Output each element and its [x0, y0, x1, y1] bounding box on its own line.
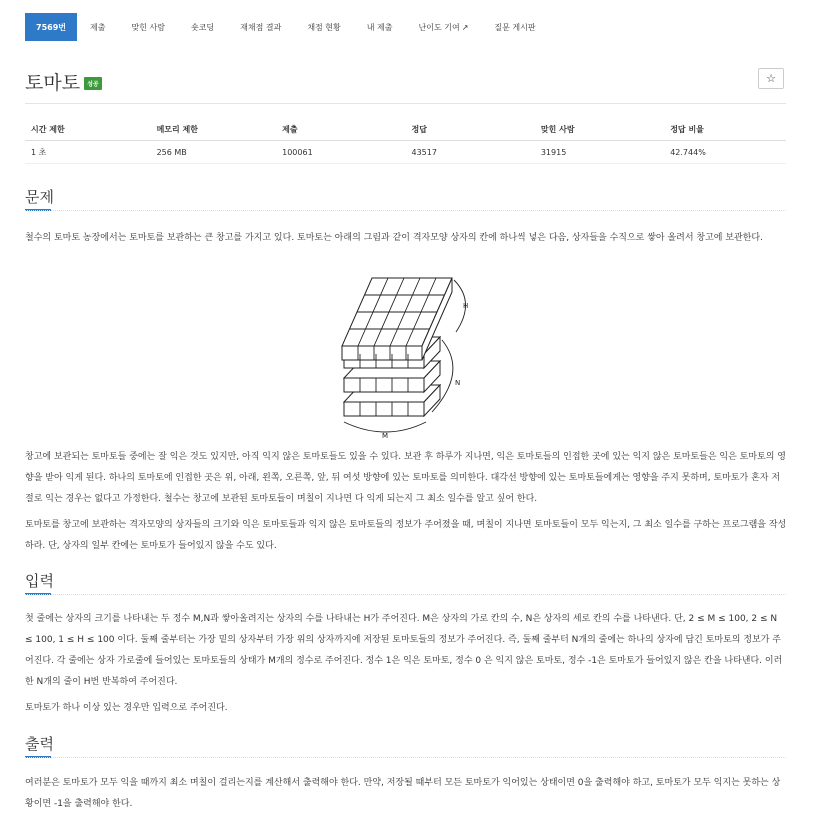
status-badge: 성공: [84, 77, 102, 90]
external-link-icon: ↗: [461, 22, 469, 32]
tab-label: 난이도 기여: [418, 22, 460, 32]
label-m: M: [382, 432, 389, 440]
problem-description-intro: [25, 228, 787, 249]
page-title: 토마토: [25, 72, 81, 94]
table-header: 정답 비율: [664, 118, 786, 141]
table-cell: 100061: [276, 141, 405, 164]
label-n: N: [455, 379, 461, 387]
tab-label: 7569번: [36, 22, 66, 32]
tab-judge-status[interactable]: [294, 13, 353, 41]
stacked-boxes-figure: [336, 272, 476, 442]
section-rule: [25, 594, 786, 595]
table-cell: 43517: [405, 141, 534, 164]
tab-label: 숏코딩: [190, 22, 215, 32]
table-cell: 1 초: [25, 141, 151, 164]
table-header: 메모리 제한: [151, 118, 277, 141]
paragraph: 토마토를 창고에 보관하는 격자모양의 상자들의 크기와 익은 토마토들과 익지 않은 토마토들의 정보가 주어졌을 때, 며칠이 지나면 토마토들이 모두 익는지, 그 최소 일수를 구하는 프로그램을 작성하라. 단, 상자의 일부 칸에는 토마토가 들어있지 않을 수도 있다.: [25, 520, 787, 551]
problem-menu-tabs: [25, 13, 786, 41]
top-box-front-face: [342, 346, 422, 360]
table-header: 제출: [276, 118, 405, 141]
box-front-face: [344, 402, 424, 416]
table-header: 시간 제한: [25, 118, 151, 141]
tab-question-board[interactable]: [481, 13, 548, 41]
tab-difficulty-contribution[interactable]: [406, 13, 482, 41]
input-description: [25, 609, 787, 719]
box-front-face: [344, 378, 424, 392]
tab-label: 질문 게시판: [494, 22, 536, 32]
table-header-row: [25, 118, 786, 141]
tab-rejudge-results[interactable]: [227, 13, 294, 41]
output-description: [25, 773, 787, 815]
star-icon: ☆: [766, 72, 776, 85]
paragraph: 토마토가 하나 이상 있는 경우만 입력으로 주어진다.: [25, 703, 228, 713]
tab-label: 재채점 결과: [240, 22, 282, 32]
star-button[interactable]: [758, 68, 784, 89]
section-rule: [25, 210, 786, 211]
table-header: 정답: [405, 118, 534, 141]
section-title-output: 출력: [25, 735, 54, 753]
tab-solved-users[interactable]: [118, 13, 177, 41]
section-title-problem: 문제: [25, 188, 54, 206]
label-h: H: [463, 302, 469, 310]
table-row: [25, 141, 786, 164]
section-rule: [25, 757, 786, 758]
width-arc: [344, 422, 426, 432]
paragraph: 창고에 보관되는 토마토들 중에는 잘 익은 것도 있지만, 아직 익지 않은 토마토들도 있을 수 있다. 보관 후 하루가 지나면, 익은 토마토들의 인접한 곳에 있는 익지 않은 토마토들은 익은 토마토의 영향을 받아 익게 된다. 하나의 토마토에 인접한 곳은 위, 아래, 왼쪽, 오른쪽, 앞, 뒤 여섯 방향에 있는 토마토를 의미한다. 대각선 방향에 있는 토마토들에게는 영향을 주지 못하며, 토마토가 혼자 저절로 익는 경우는 없다고 가정한다. 철수는 창고에 보관된 토마토들이 며칠이 지나면 다 익게 되는지 그 최소 일수를 알고 싶어 한다.: [25, 452, 786, 504]
table-cell: 31915: [535, 141, 664, 164]
table-cell: 42.744%: [664, 141, 786, 164]
table-header: 맞힌 사람: [535, 118, 664, 141]
tab-problem-number[interactable]: [25, 13, 77, 41]
tab-submit[interactable]: [77, 13, 118, 41]
tab-label: 맞힌 사람: [131, 22, 165, 32]
tab-label: 제출: [90, 22, 106, 32]
problem-description-body: [25, 447, 787, 557]
tab-my-submissions[interactable]: [354, 13, 406, 41]
table-cell: 256 MB: [151, 141, 277, 164]
section-title-input: 입력: [25, 572, 54, 590]
tab-short-coding[interactable]: [178, 13, 227, 41]
problem-title-row: [25, 68, 102, 95]
tab-label: 채점 현황: [307, 22, 341, 32]
paragraph: 철수의 토마토 농장에서는 토마토를 보관하는 큰 창고를 가지고 있다. 토마토는 아래의 그림과 같이 격자모양 상자의 칸에 하나씩 넣은 다음, 상자들을 수직으로 쌓아 올려서 창고에 보관한다.: [25, 233, 763, 243]
paragraph: 첫 줄에는 상자의 크기를 나타내는 두 정수 M,N과 쌓아올려지는 상자의 수를 나타내는 H가 주어진다. M은 상자의 가로 칸의 수, N은 상자의 세로 칸의 수를 나타낸다. 단, 2 ≤ M ≤ 100, 2 ≤ N ≤ 100, 1 ≤ H ≤ 100 이다. 둘째 줄부터는 가장 밑의 상자부터 가장 위의 상자까지에 저장된 토마토들의 정보가 주어진다. 즉, 둘째 줄부터 N개의 줄에는 하나의 상자에 담긴 토마토의 정보가 주어진다. 각 줄에는 상자 가로줄에 들어있는 토마토들의 상태가 M개의 정수로 주어진다. 정수 1은 익은 토마토, 정수 0 은 익지 않은 토마토, 정수 -1은 토마토가 들어있지 않은 칸을 나타낸다. 이러한 N개의 줄이 H번 반복하여 주어진다.: [25, 614, 783, 687]
tab-label: 내 제출: [366, 22, 393, 32]
title-divider: [25, 103, 786, 104]
problem-info-table: [25, 118, 786, 164]
paragraph: 여러분은 토마토가 모두 익을 때까지 최소 며칠이 걸리는지를 계산해서 출력해야 한다. 만약, 저장될 때부터 모든 토마토가 익어있는 상태이면 0을 출력해야 하고, 토마토가 모두 익지는 못하는 상황이면 -1을 출력해야 한다.: [25, 778, 781, 809]
